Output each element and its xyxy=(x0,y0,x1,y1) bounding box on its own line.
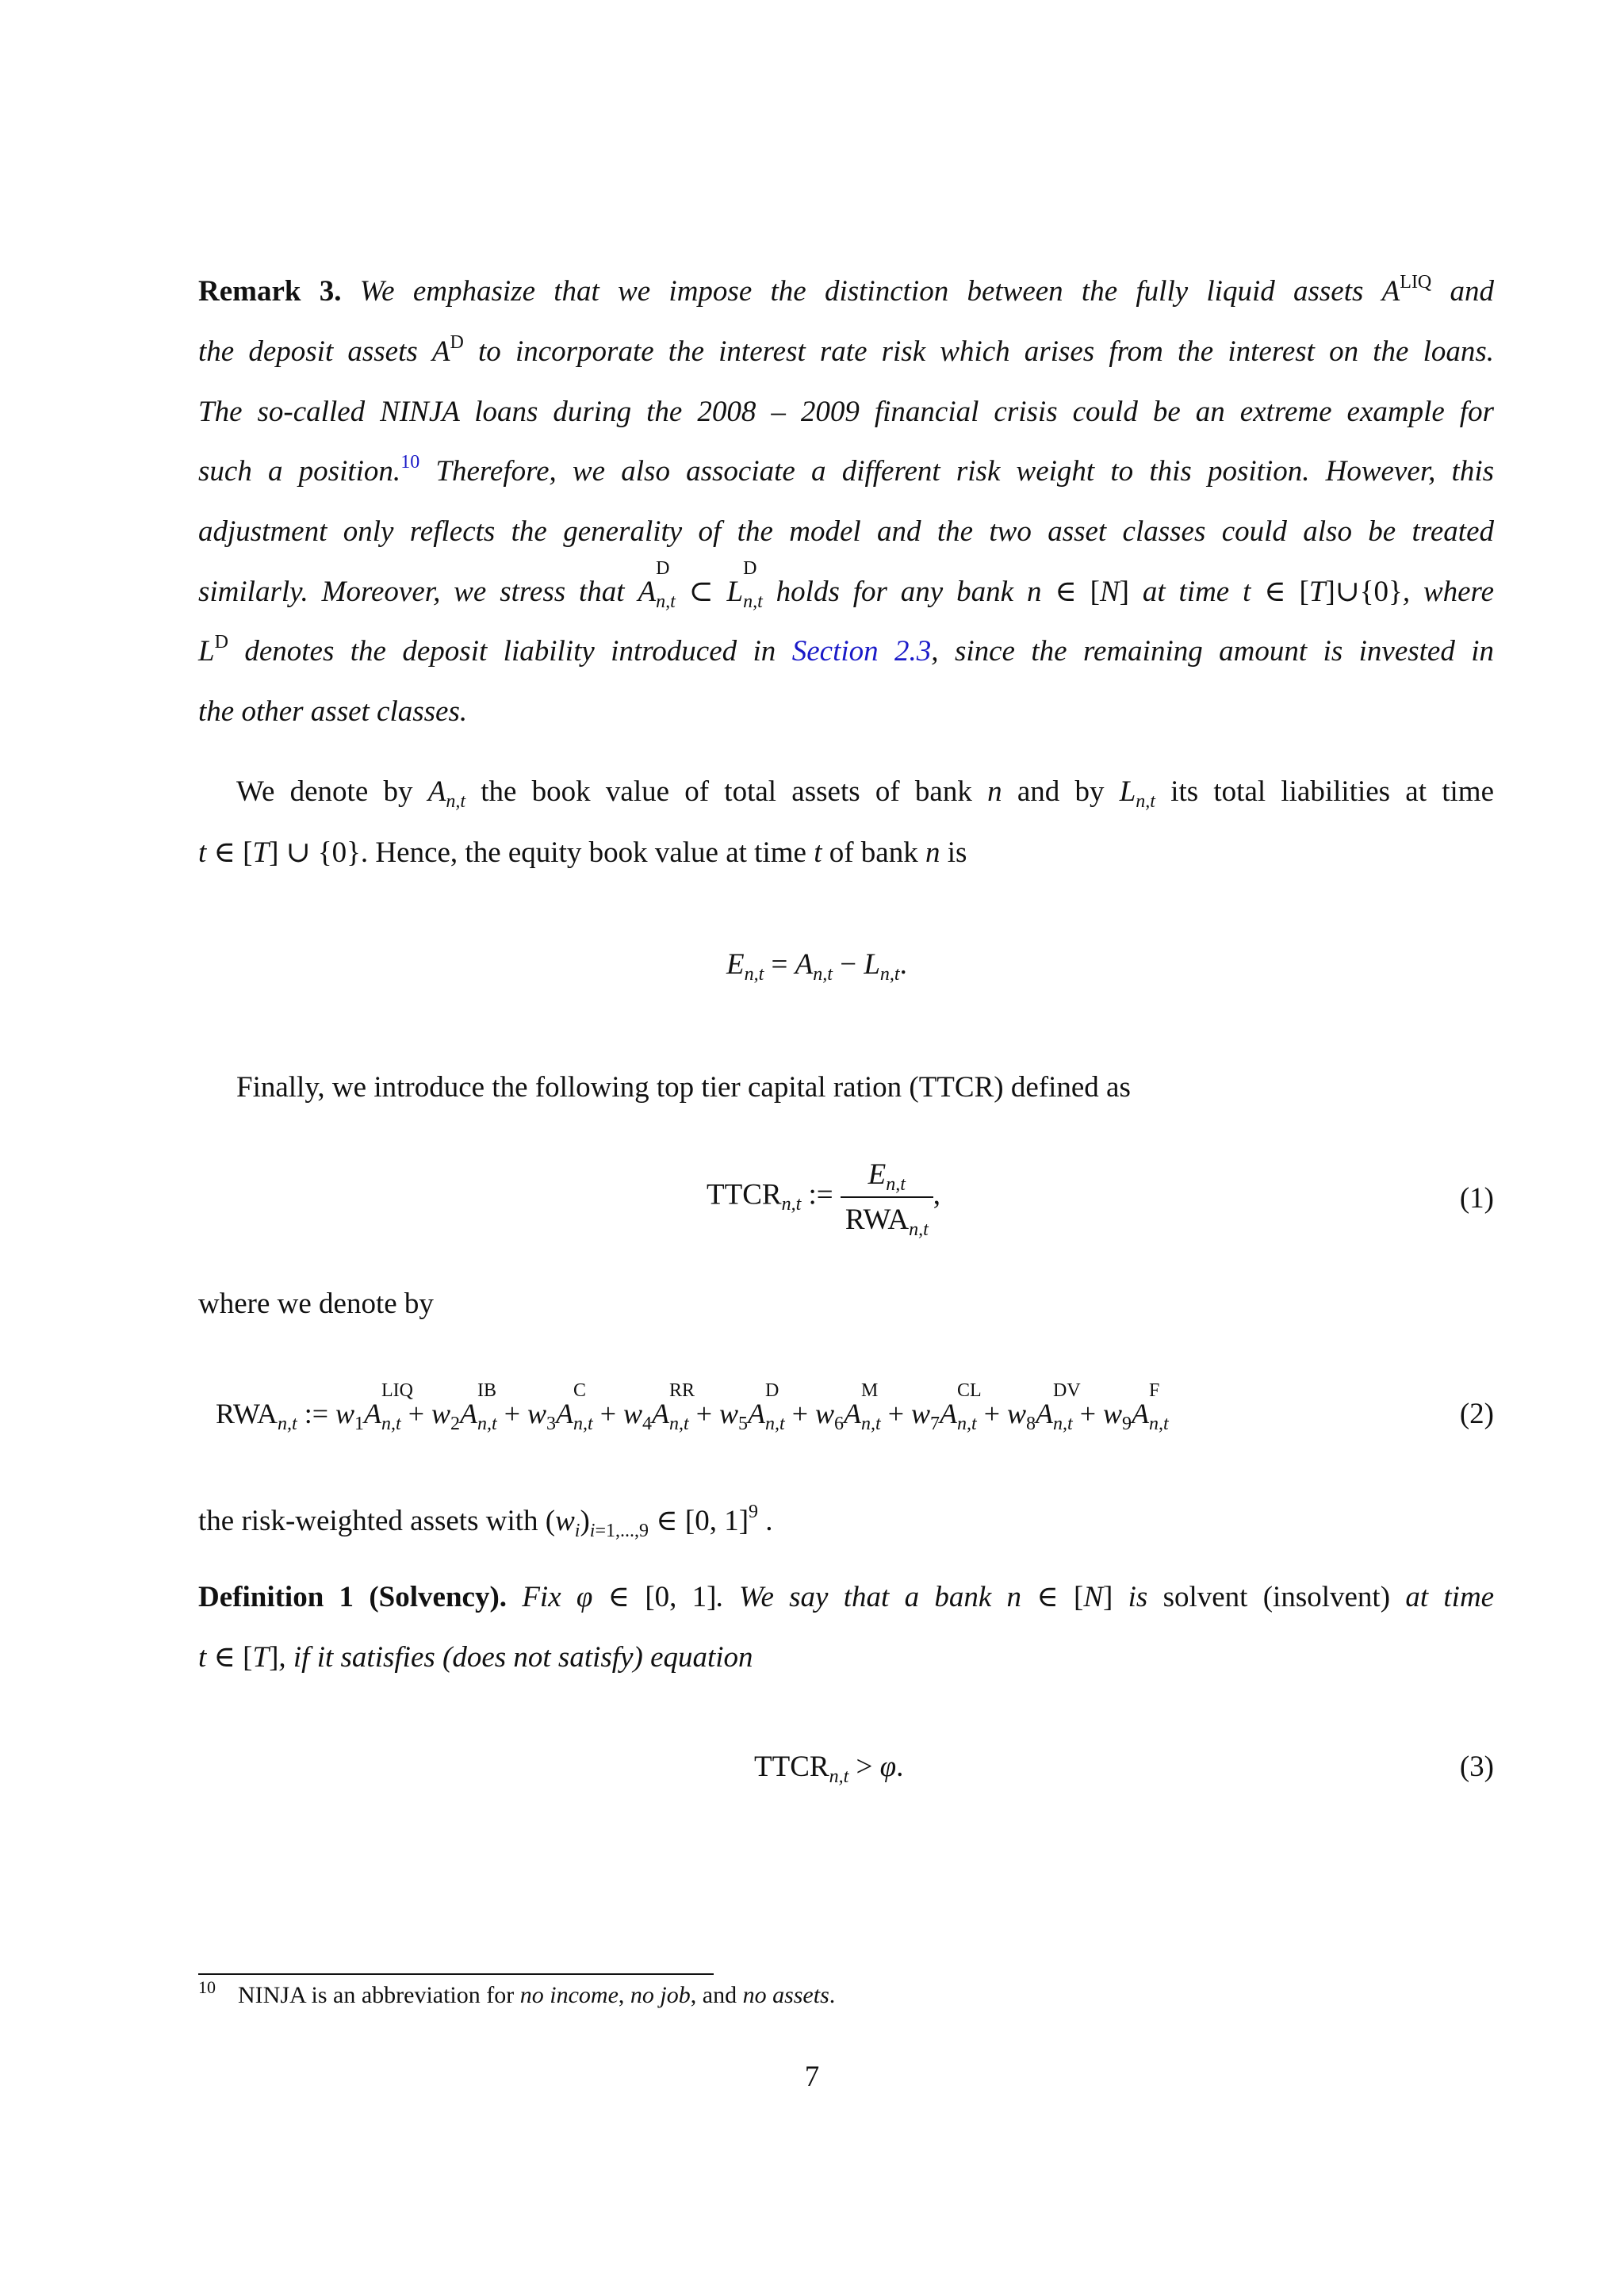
equation-1-number: (1) xyxy=(1459,1182,1494,1215)
remark-line-4: such a position.$^{10}$ Therefore, we also associate a different risk weight to this position. However, this xyxy=(198,452,1495,488)
remark-line-8: the other asset classes. xyxy=(198,695,468,728)
remark-line-1: Remark 3. We emphasize that we impose the distinction between the fully liquid assets $A^{LIQ}$ and xyxy=(198,272,1495,308)
equation-2: $RWA_{n,t}$ := $w_1A$ LIQ $n,t + w_2A$ IB $n,t + w_3A$ C $n,t + w_4A$ RR $n,t + w_5A$ D $n,t + w_6A$ M $n,t + w_7A$ CL $n,t + w_8A$ DV $n,t + w_9A$ F n,t xyxy=(216,1380,1169,1434)
remark-line-3: The so-called NINJA loans during the 2008 – 2009 financial crisis could be an extreme example for xyxy=(198,396,1494,428)
remark-line-6: similarly. Moreover, we stress that A D n,t ⊂ L D n,t holds for any bank n ∈ [N] at time t ∈ [T]∪{0}, where xyxy=(198,558,1495,612)
page-number: 7 xyxy=(804,2061,820,2093)
footnote: $^{10}$ NINJA is an abbreviation for no income, no job, and no assets. xyxy=(198,1977,836,2008)
remark-line-5: adjustment only reflects the generality of the model and the two asset classes could also be treated xyxy=(198,515,1494,548)
definition-label: Definition 1 xyxy=(198,1581,354,1613)
footnote-rule xyxy=(198,1973,714,1975)
paragraph-line-1: We denote by $A_{n,t}$ the book value of total assets of bank n and by $L_{n,t}$ its total liabilities at time xyxy=(236,775,1495,812)
ttcr-fraction: $\frac{E_{n,t}}{RWA_{n,t}}$ xyxy=(841,1158,933,1237)
remark-line-2: the deposit assets $A^D$ to incorporate the interest rate risk which arises from the interest on the loans. xyxy=(198,332,1495,368)
equation-equity: $E_{n,t} = A_{n,t} - L_{n,t}$. xyxy=(726,948,907,985)
definition-line-1: Definition 1 (Solvency). Fix φ ∈ [0, 1]. We say that a bank n ∈ [N] is solvent (insolvent) at time xyxy=(198,1581,1495,1613)
remark-label: Remark 3. xyxy=(198,275,342,308)
equation-3-number: (3) xyxy=(1459,1751,1494,1783)
paragraph-line-2: t ∈ [T] ∪ {0}. Hence, the equity book value at time t of bank n is xyxy=(198,836,967,869)
equation-2-number: (2) xyxy=(1459,1398,1494,1430)
equation-3: $TTCR_{n,t} > \varphi$. xyxy=(754,1751,904,1787)
definition-line-2: t ∈ [T], if it satisfies (does not satisfy) equation xyxy=(198,1641,753,1674)
section-link[interactable]: Section 2.3 xyxy=(791,635,932,668)
footnote-mark: 10 xyxy=(198,1977,216,1997)
footnote-ref[interactable]: 10 xyxy=(400,452,420,473)
paper-page: Remark 3. We emphasize that we impose the distinction between the fully liquid assets $A^{LIQ}$ and the deposit assets $A^D$ to incorporate the interest rate risk which arises from the interest on the loans. The so-called NINJA loans during the 2008 – 2009 financial crisis could be an extreme example for such a position.$^{10}$ Therefore, we also associate a different risk weight to this position. However, this adjustment only reflects the generality of the model and the two asset classes could also be treated similarly. Moreover, we stress that A D n,t ⊂ L D n,t holds for any bank n ∈ [N] at time t ∈ [T]∪{0}, where $L^D$ denotes the deposit liability introduced in Section 2.3, since the remaining amount is invested in the other asset classes. We denote by $A_{n,t}$ the book value of total assets of bank n and by $L_{n,t}$ its total liabilities at time t ∈ [T] ∪ {0}. Hence, the equity book value at time t of bank n is $E_{n,t} = A_{n,t} - L_{n,t}$. Finally, we introduce the following top tier capital ration (TTCR) defined as $TTCR_{n,t}$ := $\frac{E_{n,t}}{RWA_{n,t}}$ , (1) where we denote by $RWA_{n,t}$ := $w_1A$ LIQ $n,t + w_2A$ IB $n,t + w_3A$ C $n,t + w_4A$ RR $n,t + w_5A$ D $n,t + w_6A$ M $n,t + w_7A$ CL $n,t + w_8A$ DV $n,t + w_9A$ F n,t (2) the risk-weighted assets with $(w_i)_{i=1,...,9}$ ∈ [0, 1]$^9$ . Definition 1 (Solvency). Fix φ ∈ [0, 1]. We say that a bank n ∈ [N] is solvent (insolvent) at time t ∈ [T], if it satisfies (does not satisfy) equation $TTCR_{n,t} > \varphi$. (3) $^{10}$ NINJA is an abbreviation for no income, no job, and no assets. 7 xyxy=(0,0,1624,2296)
equation-1: $TTCR_{n,t}$ := $\frac{E_{n,t}}{RWA_{n,t}}$ , xyxy=(707,1158,940,1240)
remark-line-7: $L^D$ denotes the deposit liability introduced in Section 2.3, since the remaining amount is invested in xyxy=(198,632,1495,668)
